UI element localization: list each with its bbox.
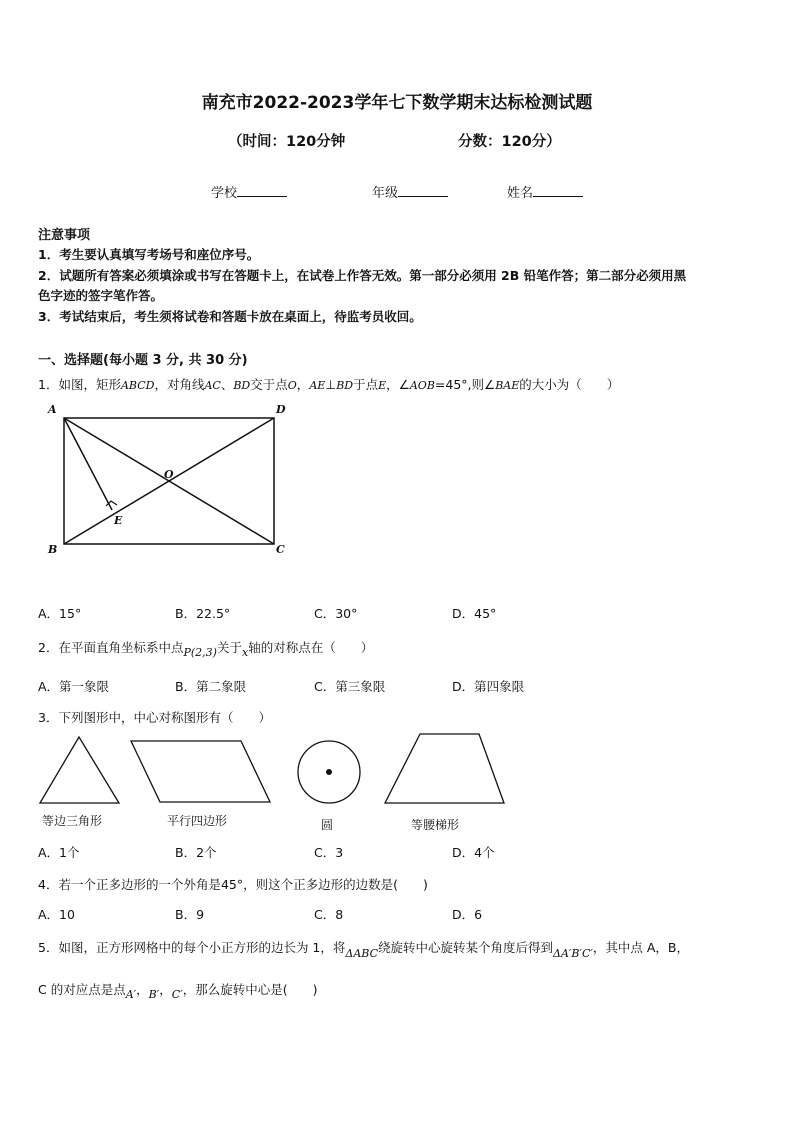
name-label: 姓名 (507, 186, 534, 201)
question-5-line-1: 5．如图，正方形网格中的每个小正方形的边长为 1，将ΔABC绕旋转中心旋转某个角度后得到ΔA′B′C′，其中点 A，B， (38, 940, 689, 960)
q4-option-b[interactable]: B．9 (175, 907, 205, 922)
q1-option-b[interactable]: B．22.5° (175, 606, 231, 621)
note-2-cont: 色字迹的签字笔作答。 (38, 288, 164, 303)
q2-option-d[interactable]: D．第四象限 (452, 679, 525, 694)
page-title: 南充市2022-2023学年七下数学期末达标检测试题 (201, 93, 593, 113)
q4-option-d[interactable]: D．6 (452, 907, 483, 922)
name-blank (533, 184, 583, 197)
label-a: A (48, 403, 57, 416)
notes-heading: 注意事项 (38, 228, 91, 243)
note-3: 3．考试结束后，考生须将试卷和答题卡放在桌面上，待监考员收回。 (38, 309, 422, 324)
q2-option-b[interactable]: B．第二象限 (175, 679, 247, 694)
q4-option-a[interactable]: A．10 (38, 907, 75, 922)
name-field (507, 182, 583, 201)
label-c: C (276, 543, 285, 556)
q3-option-b[interactable]: B．2个 (175, 845, 217, 860)
label-d: D (276, 403, 286, 416)
q1-option-d[interactable]: D．45° (452, 606, 497, 621)
isosceles-trapezoid-shape (385, 734, 504, 803)
exam-score: 分数：120分） (458, 134, 561, 150)
section-heading: 一、选择题(每小题 3 分, 共 30 分) (38, 353, 248, 368)
school-label: 学校 (211, 186, 238, 201)
shape-label-circle: 圆 (321, 818, 334, 832)
grade-field (372, 182, 448, 201)
note-2: 2．试题所有答案必须填涂或书写在答题卡上，在试卷上作答无效。第一部分必须用 2B 铅笔作答；第二部分必须用黑 (38, 268, 687, 283)
rectangle-diagram (40, 400, 300, 560)
question-3: 3．下列图形中，中心对称图形有（ ） (38, 710, 271, 725)
shape-label-parallelogram: 平行四边形 (167, 814, 228, 828)
q1-option-a[interactable]: A．15° (38, 606, 82, 621)
circle-center-dot (326, 769, 332, 775)
school-blank (237, 184, 287, 197)
label-e: E (114, 514, 123, 527)
exam-time: （时间：120分钟 (228, 134, 346, 150)
grade-label: 年级 (372, 186, 399, 201)
school-field (211, 182, 287, 201)
shape-label-triangle: 等边三角形 (42, 814, 103, 828)
parallelogram-shape (131, 741, 270, 802)
q1-option-c[interactable]: C．30° (314, 606, 358, 621)
q2-option-a[interactable]: A．第一象限 (38, 679, 110, 694)
question-1: 1．如图，矩形ABCD，对角线AC、BD交于点O，AE⊥BD于点E，∠AOB=45°,则∠BAE的大小为（ ） (38, 377, 620, 392)
note-1: 1．考生要认真填写考场号和座位序号。 (38, 247, 260, 262)
question-2: 2．在平面直角坐标系中点P(2,3)关于x轴的对称点在（ ） (38, 640, 374, 659)
q2-option-c[interactable]: C．第三象限 (314, 679, 386, 694)
q3-option-a[interactable]: A．1个 (38, 845, 80, 860)
label-o: O (164, 468, 174, 481)
label-b: B (48, 543, 58, 556)
q3-option-d[interactable]: D．4个 (452, 845, 495, 860)
question-5-line-2: C 的对应点是点A′，B′，C′，那么旋转中心是( ) (38, 982, 318, 1001)
grade-blank (398, 184, 448, 197)
shape-label-trapezoid: 等腰梯形 (411, 818, 460, 832)
shapes-figure (30, 730, 530, 810)
question-4: 4．若一个正多边形的一个外角是45°，则这个正多边形的边数是( ) (38, 877, 428, 892)
q3-option-c[interactable]: C．3 (314, 845, 344, 860)
equilateral-triangle-shape (40, 737, 119, 803)
q4-option-c[interactable]: C．8 (314, 907, 344, 922)
